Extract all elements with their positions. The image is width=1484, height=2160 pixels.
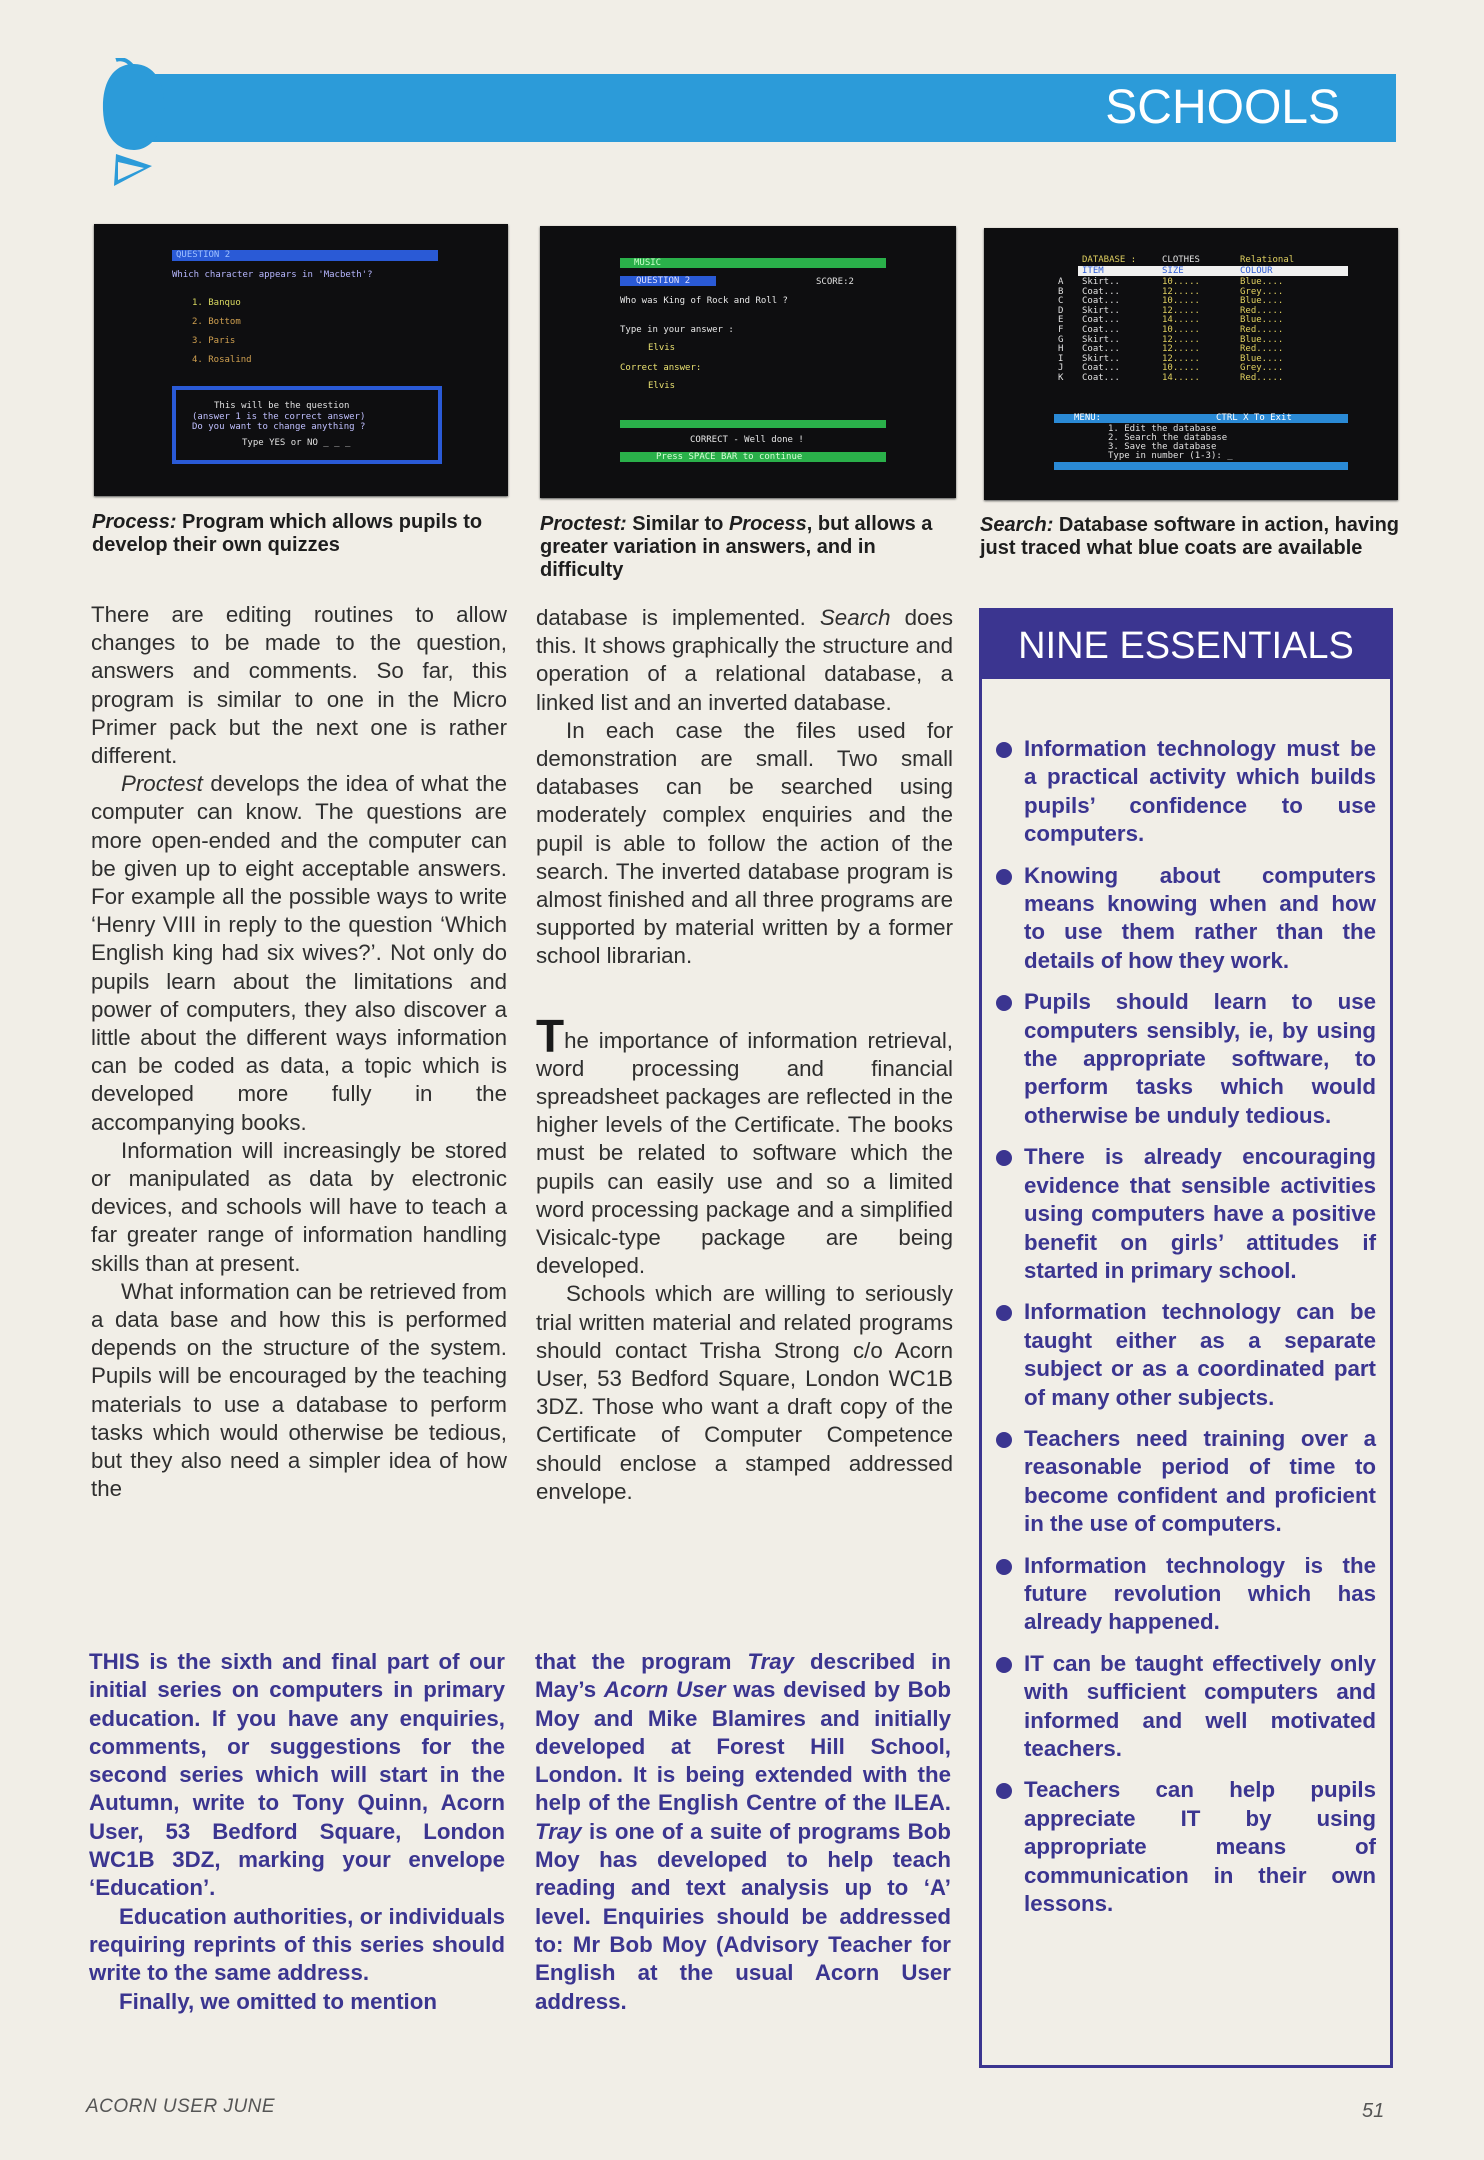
notice-text: is one of a suite of programs Bob Moy has developed to help teach reading and text analysis up to ‘A’ level. Enquiries should be addressed to: Mr Bob Moy (Advisory Teacher for English at the usual Acorn User address. (535, 1818, 951, 2014)
screen-text: 3. Save the database (1108, 442, 1217, 452)
paragraph: Information will increasingly be stored or manipulated as data by electronic devices, and schools will have to teach a far greater range of information handling skills than at present. (91, 1137, 507, 1276)
database-cell: Blue.... (1240, 296, 1284, 307)
database-cell: Red..... (1240, 325, 1284, 335)
nine-essentials-box (979, 608, 1393, 2068)
database-cell: 12..... (1162, 344, 1200, 355)
screen-text: CORRECT - Well done ! (690, 435, 804, 445)
paragraph: Schools which are willing to seriously trial written material and related programs should contact Trisha Strong c/o Acorn User, 53 Bedford Square, London WC1B 3DZ. Those who want a draft copy of the Certificate of Computer Competence should enclose a stamped addressed envelope. (536, 1281, 953, 1504)
screen-text: 4. Rosalind (192, 355, 252, 365)
essential-text: Teachers need training over a reasonable period of time to become confident and proficient in the use of computers. (1024, 1425, 1376, 1537)
essential-text: Teachers can help pupils appreciate IT by using appropriate means of communication in their own lessons. (1024, 1777, 1376, 1917)
bullet-icon (996, 1305, 1012, 1321)
screen-text: Elvis (648, 381, 676, 391)
screen-text: Type in number (1-3): _ (1108, 451, 1233, 461)
notice-paragraph: Finally, we omitted to mention (119, 1988, 437, 2014)
screen-text: Relational (1240, 255, 1295, 265)
database-cell: Coat... (1082, 296, 1120, 307)
screen-text: ITEM (1082, 266, 1104, 276)
paragraph: What information can be retrieved from a data base and how this is performed depends on the structure of the system. Pupils will be encouraged by the teaching materials to use a database to perform tasks which would otherwise be tedious, but they also need a simpler idea of how the (91, 1278, 507, 1502)
paragraph (91, 770, 507, 1137)
database-cell: I (1058, 353, 1064, 364)
database-cell: Red..... (1240, 344, 1284, 355)
paragraph (536, 604, 953, 717)
database-cell: Coat... (1082, 315, 1120, 326)
program-name: Proctest (121, 771, 203, 797)
caption-text: Similar to (626, 513, 729, 535)
screen-text: Type YES or NO _ _ _ (242, 438, 351, 448)
screen-text: 1. Edit the database (1108, 424, 1217, 434)
essential-item (994, 1650, 1376, 1764)
screen-text: SIZE (1162, 266, 1184, 276)
program-name: Search (819, 605, 891, 630)
paragraph: There are editing routines to allow changes to be made to the question, answers and comments. So far, this program is similar to one in the Micro Primer pack but the next one is rather different. (91, 602, 507, 769)
q-apple-logo-icon (94, 58, 174, 188)
database-cell: 10..... (1162, 325, 1200, 335)
program-name: Tray (535, 1818, 582, 1844)
tray-notice (535, 1648, 951, 2016)
database-cell: H (1058, 344, 1064, 355)
notice-text: was devised by Bob Moy and Mike Blamires and initially developed at Forest Hill School, London. It is being extended with the help of the English Centre of the ILEA. (535, 1677, 951, 1816)
paragraph-text: does this. It shows graphically the structure and operation of a relational database, a linked list and an inverted database. (536, 605, 954, 715)
essential-item (994, 1425, 1376, 1539)
notice-text: that the program (535, 1649, 748, 1674)
essential-text: Information technology must be a practical activity which builds pupils’ confidence to use computers. (1024, 736, 1376, 847)
caption-proctest (540, 513, 960, 582)
essential-text: Knowing about computers means knowing when and how to use them rather than the details of how they work. (1024, 862, 1376, 973)
essential-text: Information technology is the future revolution which has already happened. (1024, 1552, 1376, 1635)
database-cell: Blue.... (1240, 277, 1284, 287)
drop-cap: T (536, 1009, 565, 1062)
caption-lead: Process: (92, 511, 177, 533)
screen-text: MENU: (1074, 413, 1102, 423)
essential-text: IT can be taught effectively only with sufficient computers and informed and well motivated teachers. (1024, 1650, 1376, 1761)
database-cell: C (1058, 296, 1064, 307)
database-cell: 10..... (1162, 363, 1200, 374)
paragraph-text: database is implemented. (536, 605, 820, 630)
database-cell: Blue.... (1240, 334, 1284, 345)
database-cell: E (1058, 315, 1064, 326)
menu-bottom-bar (1054, 462, 1348, 470)
database-cell: Grey.... (1240, 363, 1284, 374)
essential-item (994, 1552, 1376, 1637)
database-cell: Blue.... (1240, 353, 1284, 364)
bullet-icon (996, 1657, 1012, 1673)
section-header-band (140, 74, 1396, 142)
database-cell: Skirt.. (1082, 305, 1120, 316)
database-cell: 12..... (1162, 286, 1200, 297)
bullet-icon (996, 1559, 1012, 1575)
notice-paragraph (535, 1648, 951, 2016)
database-cell: Red..... (1240, 305, 1284, 316)
series-notice (89, 1648, 505, 2016)
essential-item (994, 1776, 1376, 1918)
database-cell: Skirt.. (1082, 334, 1120, 345)
caption-lead: Proctest: (540, 513, 627, 535)
section-title: SCHOOLS (1105, 81, 1340, 134)
screen-text: 3. Paris (192, 336, 236, 346)
article-column-2 (536, 604, 953, 1506)
screen-text: Elvis (648, 343, 676, 353)
screen-text: COLOUR (1240, 266, 1273, 276)
database-cell: Blue.... (1240, 315, 1284, 326)
database-cell: Coat... (1082, 373, 1120, 383)
screen-text: 2. Search the database (1108, 433, 1228, 443)
screen-text: Who was King of Rock and Roll ? (620, 296, 788, 306)
proctest-screenshot (540, 226, 956, 498)
bullet-icon (996, 742, 1012, 758)
caption-text: , but allows a greater variation in answers, and in difficulty (540, 513, 933, 581)
column-header-bar (1078, 266, 1348, 276)
bullet-icon (996, 995, 1012, 1011)
caption-text: Database software in action, having just traced what blue coats are available (980, 514, 1400, 559)
database-cell: 12..... (1162, 353, 1200, 364)
bullet-icon (996, 1150, 1012, 1166)
screen-text: 1. Banquo (192, 298, 241, 308)
search-screenshot (984, 228, 1398, 500)
essential-item (994, 988, 1376, 1130)
database-cell: Skirt.. (1082, 277, 1120, 287)
database-cell: 14..... (1162, 373, 1200, 383)
essential-item (994, 735, 1376, 849)
process-screenshot (94, 224, 508, 496)
database-cell: G (1058, 334, 1064, 345)
paragraph-text: develops the idea of what the computer can know. The questions are more open-ended and the computer can be given up to eight acceptable answers. For example all the possible ways to write ‘Henry VIII in reply to the question ‘Which English king had six wives?’. Not only do pupils learn about the limitations and power of computers, they also discover a little about the different ways information can be coded as data, a topic which is developed more fully in the accompanying books. (91, 771, 507, 1135)
screen-text: SCORE:2 (816, 277, 854, 287)
database-cell: Skirt.. (1082, 353, 1120, 364)
notice-paragraph: Education authorities, or individuals requiring reprints of this series should write to the same address. (89, 1903, 505, 1986)
database-cell: Grey.... (1240, 286, 1284, 297)
program-name: Tray (747, 1649, 795, 1674)
magazine-name: Acorn User (603, 1677, 726, 1703)
divider-bar (620, 420, 886, 428)
database-cell: F (1058, 325, 1064, 335)
database-cell: 12..... (1162, 305, 1200, 316)
screen-text: CLOTHES (1162, 255, 1200, 265)
screen-text: QUESTION 2 (176, 250, 231, 260)
magazine-footer: ACORN USER JUNE (86, 2096, 276, 2117)
screen-text: Do you want to change anything ? (192, 422, 366, 432)
database-cell: Coat... (1082, 344, 1120, 355)
database-cell: 12..... (1162, 334, 1200, 345)
notice-paragraph: THIS is the sixth and final part of our initial series on computers in primary education. If you have any enquiries, comments, or suggestions for the second series which will start in the Autumn, write to Tony Quinn, Acorn User, 53 Bedford Square, London WC1B 3DZ, marking your envelope ‘Education’. (89, 1649, 505, 1901)
bullet-icon (996, 1783, 1012, 1799)
article-column-1 (91, 601, 507, 1504)
caption-process (92, 511, 512, 557)
screen-text: QUESTION 2 (636, 276, 691, 286)
caption-text: Program which allows pupils to develop their own quizzes (92, 511, 483, 556)
database-cell: 14..... (1162, 315, 1200, 326)
essential-item (994, 1143, 1376, 1285)
notice-text: described in May’s (535, 1649, 951, 1703)
paragraph (536, 1009, 953, 1281)
caption-italic: Process (728, 513, 807, 535)
database-cell: A (1058, 277, 1064, 287)
screen-text: Type in your answer : (620, 325, 734, 335)
screen-text: This will be the question (214, 401, 350, 411)
essentials-list (994, 735, 1376, 1931)
database-cell: K (1058, 373, 1064, 383)
screen-text: Which character appears in 'Macbeth'? (172, 270, 373, 280)
essential-item (994, 1298, 1376, 1412)
essential-text: Information technology can be taught either as a separate subject or as a coordinated part of many other subjects. (1024, 1299, 1376, 1410)
screen-text: MUSIC (634, 258, 662, 268)
page-number: 51 (1362, 2100, 1385, 2122)
essential-text: Pupils should learn to use computers sensibly, ie, by using the appropriate software, to perform tasks which would otherwise be unduly tedious. (1024, 989, 1376, 1128)
database-cell: Coat... (1082, 363, 1120, 374)
screen-text: (answer 1 is the correct answer) (192, 412, 366, 422)
screen-text: Correct answer: (620, 363, 702, 373)
database-cell: B (1058, 286, 1064, 297)
paragraph: In each case the files used for demonstration are small. Two small databases can be searched using moderately complex enquiries and the pupil is able to follow the action of the search. The inverted database program is almost finished and all three programs are supported by material written by a former school librarian. (536, 717, 953, 969)
bullet-icon (996, 869, 1012, 885)
screen-text: DATABASE : (1082, 255, 1137, 265)
screen-text: CTRL X To Exit (1216, 413, 1292, 423)
database-cell: Coat... (1082, 325, 1120, 335)
database-cell: Coat... (1082, 286, 1120, 297)
paragraph-text: he importance of information retrieval, word processing and financial spreadsheet packages are reflected in the higher levels of the Certificate. The books must be related to software which the pupils can easily use and so a limited word processing package and a simplified Visicalc-type package are being developed. (536, 1027, 953, 1279)
caption-search (980, 514, 1400, 560)
database-cell: J (1058, 363, 1064, 374)
caption-lead: Search: (980, 514, 1054, 536)
screen-text: 2. Bottom (192, 317, 241, 327)
screen-text: Press SPACE BAR to continue (656, 452, 803, 462)
bullet-icon (996, 1432, 1012, 1448)
database-cell: 10..... (1162, 296, 1200, 307)
essential-item (994, 862, 1376, 976)
database-cell: 10..... (1162, 277, 1200, 287)
box-title: NINE ESSENTIALS (982, 611, 1390, 679)
database-cell: Red..... (1240, 373, 1284, 383)
database-cell: D (1058, 305, 1064, 316)
essential-text: There is already encouraging evidence that sensible activities using computers have a positive benefit on girls’ attitudes if started in primary school. (1024, 1144, 1376, 1283)
